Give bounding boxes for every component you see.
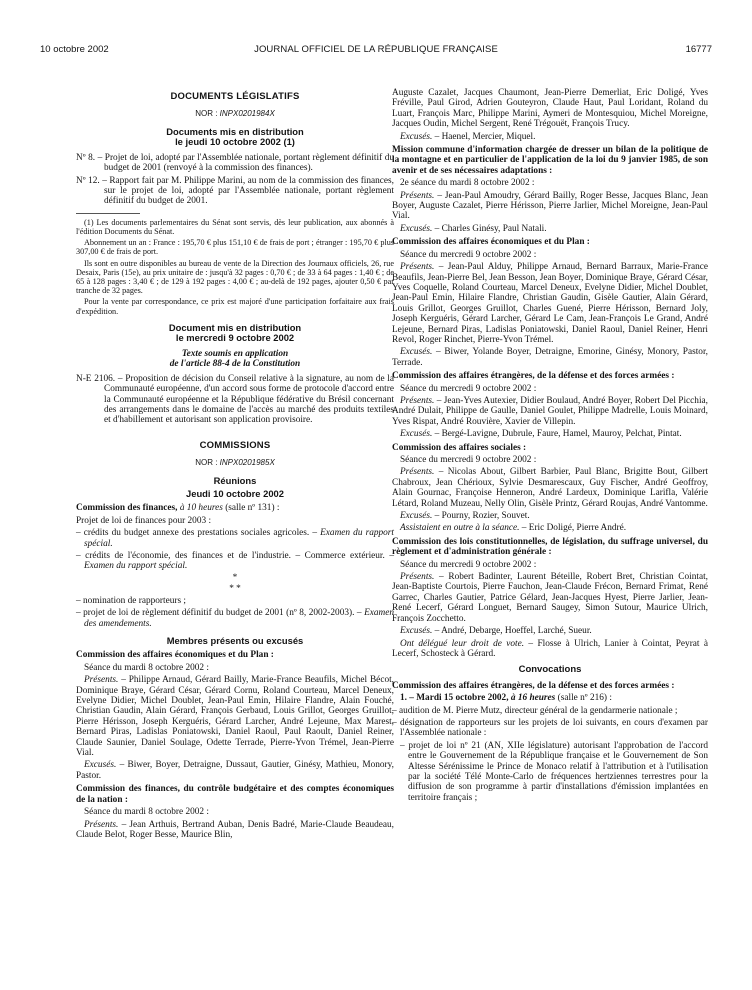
left-column [76,88,394,842]
lois-excuses: Excusés. – André, Debarge, Hoeffel, Larché, Sueur. [400,626,592,637]
nor-code: INPX0201985X [219,458,275,468]
reunions-title: Réunions [213,474,257,486]
commissions-title: COMMISSIONS [199,439,271,451]
header-journal-title: JOURNAL OFFICIEL DE LA RÉPUBLIQUE FRANÇAISE [254,44,498,55]
nor-prefix: NOR : [195,109,220,119]
commission-name: Commission des finances, [76,503,178,514]
convocations-title: Convocations [518,664,582,676]
convocation-item-audition: – audition de M. Pierre Mutz, directeur général de la gendarmerie nationale ; [392,705,678,716]
commissions-nor [76,458,394,468]
eco2-presents: Présents. – Jean-Paul Alduy, Philippe Arnaud, Bernard Barraux, Marie-France Beaufils, Jean-Pierre Bel, Jean Besson, Jean Boyer, Dominique Braye, Gérard César, Yves Coquelle, Roland Courteau, Marcel Deneux, Evelyne Didier, Michel Doublet, Jean-Paul Emin, Hilaire Flandre, Christian Gaudin, Gisèle Gautier, Alain Gérard, Louis Grillot, Georges Gruillot, Charles Guené, Pierre Hérisson, Bernard Joly, Joseph Kerguéris, Gérard Larcher, Gérard Le Cam, Jean-François Le Grand, André Lejeune, Bernard Piras, Ladislas Poniatowski, Daniel Raoul, Daniel Reiner, Henri Revol, Roger Rinchet, Pierre-Yvon Trémel. [392,262,708,345]
lois-delegue: Ont délégué leur droit de vote. – Flosse à Ulrich, Lanier à Cointat, Peyrat à Lecerf, Schosteck à Gérard. [392,638,709,659]
etr-excuses: Excusés. – Bergé-Lavigne, Dubrule, Faure, Hamel, Mauroy, Pelchat, Pintat. [400,429,682,440]
convocation-item-projet-21: – projet de loi nº 21 (AN, XIIe législature) autorisant l'approbation de l'accord entre le Gouvernement de la République française et le Gouvernement de Son Altesse Sérénissime le Prince de Monaco relatif à l'attribution et à l'utilisation par la société Télé Monte-Carlo de fréquences hertziennes terrestres pour la diffusion de son programme à partir d'installations d'émission implantées en territoire français ; [400,740,708,803]
etr-seance: Séance du mercredi 9 octobre 2002 : [400,383,537,394]
eco-excuses: Excusés. – Biwer, Boyer, Detraigne, Dussaut, Gautier, Ginésy, Mathieu, Monory, Pastor. [76,760,394,781]
mission-presents: Présents. – Jean-Paul Amoudry, Gérard Bailly, Roger Besse, Jacques Blanc, Jean Boyer, Auguste Cazalet, Pierre Hérisson, Pierre Jarlier, Michel Moreigne, Jean-Paul Vial. [392,190,709,222]
commission-finances-reunion [76,503,394,513]
soc-commission-title: Commission des affaires sociales : [392,442,527,453]
soc-excuses: Excusés. – Pourny, Rozier, Souvet. [400,511,530,522]
soc-assistaient: Assistaient en outre à la séance. – Eric Doligé, Pierre André. [400,523,627,534]
nor-prefix: NOR : [195,458,220,468]
credit-item-2: – crédits de l'économie, des finances et de l'industrie. – Commerce extérieur. – Examen du rapport spécial. [76,550,394,572]
distribution2-title: Document mis en distribution [168,321,302,333]
texte-soumis-line1: Texte soumis en application [181,348,289,359]
eco-seance: Séance du mardi 8 octobre 2002 : [84,662,209,673]
jeudi-date: Jeudi 10 octobre 2002 [186,487,284,499]
documents-nor [76,109,394,119]
conv-etr-commission-title: Commission des affaires étrangères, de la défense et des forces armées : [392,680,675,691]
convocation-item-designation: – désignation de rapporteurs sur les projets de loi suivants, en cours d'examen par l'Assemblée nationale : [392,717,708,739]
mission-seance: 2e séance du mardi 8 octobre 2002 : [400,178,535,189]
membres-title: Membres présents ou excusés [166,635,304,646]
footnote-3: Ils sont en outre disponibles au bureau de vente de la Direction des Journaux officiels, 26, rue Desaix, Paris (15e), au prix unitaire de : jusqu'à 32 pages : 0,70 € ; de 33 à 64 pages : 1,40 € ; de 65 à 128 pages : 3,40 € ; de 129 à 192 pages : 4,00 € ; au-delà de 192 pages, ajouter 0,50 € par tranche de 32 pages. [76,258,394,296]
separator-stars: * * [229,583,241,594]
eco-presents: Présents. – Philippe Arnaud, Gérard Bailly, Marie-France Beaufils, Michel Bécot, Dominique Braye, Gérard César, Gérard Cornu, Roland Courteau, Marcel Deneux, Evelyne Didier, Michel Doublet, Jean-Paul Emin, Hilaire Flandre, Alain Fouché, Christian Gaudin, Alain Gérard, François Gerbaud, Louis Grillot, Georges Gruillot, Pierre Hérisson, Joseph Kerguéris, Gérard Larcher, André Lejeune, Max Marest, Bernard Piras, Ladislas Poniatowski, Daniel Raoul, Paul Raoult, Daniel Reiner, Claude Saunier, Daniel Soulage, Odette Terrade, Pierre-Yvon Trémel, Jean-Pierre Vial. [76,675,394,759]
eco2-seance: Séance du mercredi 9 octobre 2002 : [400,249,537,260]
footnote-1: (1) Les documents parlementaires du Sénat sont servis, dès leur publication, aux abonnés à l'édition Documents du Sénat. [76,217,394,237]
right-column [392,88,708,805]
fin-seance: Séance du mardi 8 octobre 2002 : [84,807,209,818]
header-date: 10 octobre 2002 [40,44,109,55]
header-page-number: 16777 [685,44,712,55]
documents-legislatifs-title: DOCUMENTS LÉGISLATIFS [170,91,300,102]
mission-title: Mission commune d'information chargée de dresser un bilan de la politique de la montagne et en particulier de l'application de la loi du 9 janvier 1985, de son avenir et de ses nécessaires adaptations : [392,145,708,176]
plf-title: Projet de loi de finances pour 2003 : [76,515,212,526]
etr-presents: Présents. – Jean-Yves Autexier, Didier Boulaud, André Boyer, Robert Del Picchia, André Dulait, Philippe de Gaulle, Daniel Goulet, Philippe Madrelle, Louis Moinard, Yves Rispat, André Rouvière, Xavier de Villepin. [392,395,708,427]
reunion-room: (salle nº 131) : [225,503,280,514]
document-item-12: Nº 12. – Rapport fait par M. Philippe Marini, au nom de la commission des finances, sur le projet de loi, adopté par l'Assemblée nationale, portant règlement définitif du budget de 2001. [76,175,394,207]
fin-presents-continued: Auguste Cazalet, Jacques Chaumont, Jean-Pierre Demerliat, Eric Doligé, Yves Fréville, Paul Girod, Adrien Gouteyron, Claude Haut, Paul Loridant, Roland du Luart, François Marc, Philippe Marini, Aymeri de Montesquiou, Michel Moreigne, Jacques Oudin, Michel Sergent, René Trégouët, François Trucy. [392,88,708,130]
texte-soumis-line2: de l'article 88-4 de la Constitution [169,359,301,370]
document-item-8: Nº 8. – Projet de loi, adopté par l'Assemblée nationale, portant règlement définitif du budget de 2001 (renvoyé à la commission des finances). [76,152,394,174]
convocation-1: 1. – Mardi 15 octobre 2002, à 16 heures (salle nº 216) : [400,693,612,704]
nomination-item: – nomination de rapporteurs ; [76,595,186,606]
page-header [40,44,712,58]
lois-commission-title: Commission des lois constitutionnelles, de législation, du suffrage universel, du règlement et d'administration générale : [392,536,708,558]
projet-reglement-item: – projet de loi de règlement définitif du budget de 2001 (nº 8, 2002-2003). – Examen des amendements. [76,608,395,629]
nor-code: INPX0201984X [219,109,275,119]
separator-star: * [232,572,238,583]
footnote-2: Abonnement un an : France : 195,70 € plus 151,10 € de frais de port ; étranger : 195,70 € plus 307,00 € de frais de port. [76,238,394,257]
lois-seance: Séance du mercredi 9 octobre 2002 : [400,559,537,570]
distribution-date: le jeudi 10 octobre 2002 (1) [175,136,295,148]
distribution-title: Documents mis en distribution [166,125,304,137]
etr-commission-title: Commission des affaires étrangères, de la défense et des forces armées : [392,371,675,382]
footnote-4: Pour la vente par correspondance, ce prix est majoré d'une participation forfaitaire aux frais d'expédition. [76,297,394,316]
eco2-excuses: Excusés. – Biwer, Yolande Boyer, Detraigne, Emorine, Ginésy, Monory, Pastor, Terrade. [392,347,709,368]
lois-presents: Présents. – Robert Badinter, Laurent Béteille, Robert Bret, Christian Cointat, Jean-Baptiste Courtois, Pierre Fauchon, Jean-Claude Frécon, Bernard Frimat, René Garrec, Charles Gautier, Patrice Gélard, Jean-Jacques Hyest, Pierre Jarlier, Jean-René Lecerf, Gérard Longuet, Bernard Saugey, Simon Sutour, Maurice Ulrich, François Zocchetto. [392,572,708,624]
footnote-rule [76,213,140,214]
soc-seance: Séance du mercredi 9 octobre 2002 : [400,455,537,465]
credit-item-1: – crédits du budget annexe des prestations sociales agricoles. – Examen du rapport spécial. [76,528,395,549]
fin-presents: Présents. – Jean Arthuis, Bertrand Auban, Denis Badré, Marie-Claude Beaudeau, Claude Belot, Roger Besse, Maurice Blin, [76,819,395,840]
reunion-time: à 10 heures [179,503,223,514]
mission-excuses: Excusés. – Charles Ginésy, Paul Natali. [400,223,547,234]
eco2-commission-title: Commission des affaires économiques et du Plan : [392,237,590,248]
document-item-e2106: N-E 2106. – Proposition de décision du Conseil relative à la signature, au nom de la Communauté européenne, d'un accord sous forme de protocole d'accord entre la Communauté européenne et la République fédérative du Brésil concernant des arrangements dans le domaine de l'accès au marché des produits textiles et d'habillement et autorisant son application provisoire. [76,373,394,426]
eco-commission-title: Commission des affaires économiques et du Plan : [76,650,274,661]
fin-excuses: Excusés. – Haenel, Mercier, Miquel. [400,131,536,142]
soc-presents: Présents. – Nicolas About, Gilbert Barbier, Paul Blanc, Brigitte Bout, Gilbert Chabroux, Jean Chérioux, Sylvie Desmarescaux, Guy Fischer, André Geoffroy, Alain Gournac, Françoise Henneron, André Lardeux, Dominique Larifla, Valérie Létard, Roland Muzeau, Nelly Olin, Gisèle Printz, Gérard Roujas, André Vantomme. [392,467,708,509]
distribution2-date: le mercredi 9 octobre 2002 [175,332,295,344]
fin-commission-title: Commission des finances, du contrôle budgétaire et des comptes économiques de la nation : [76,784,394,805]
